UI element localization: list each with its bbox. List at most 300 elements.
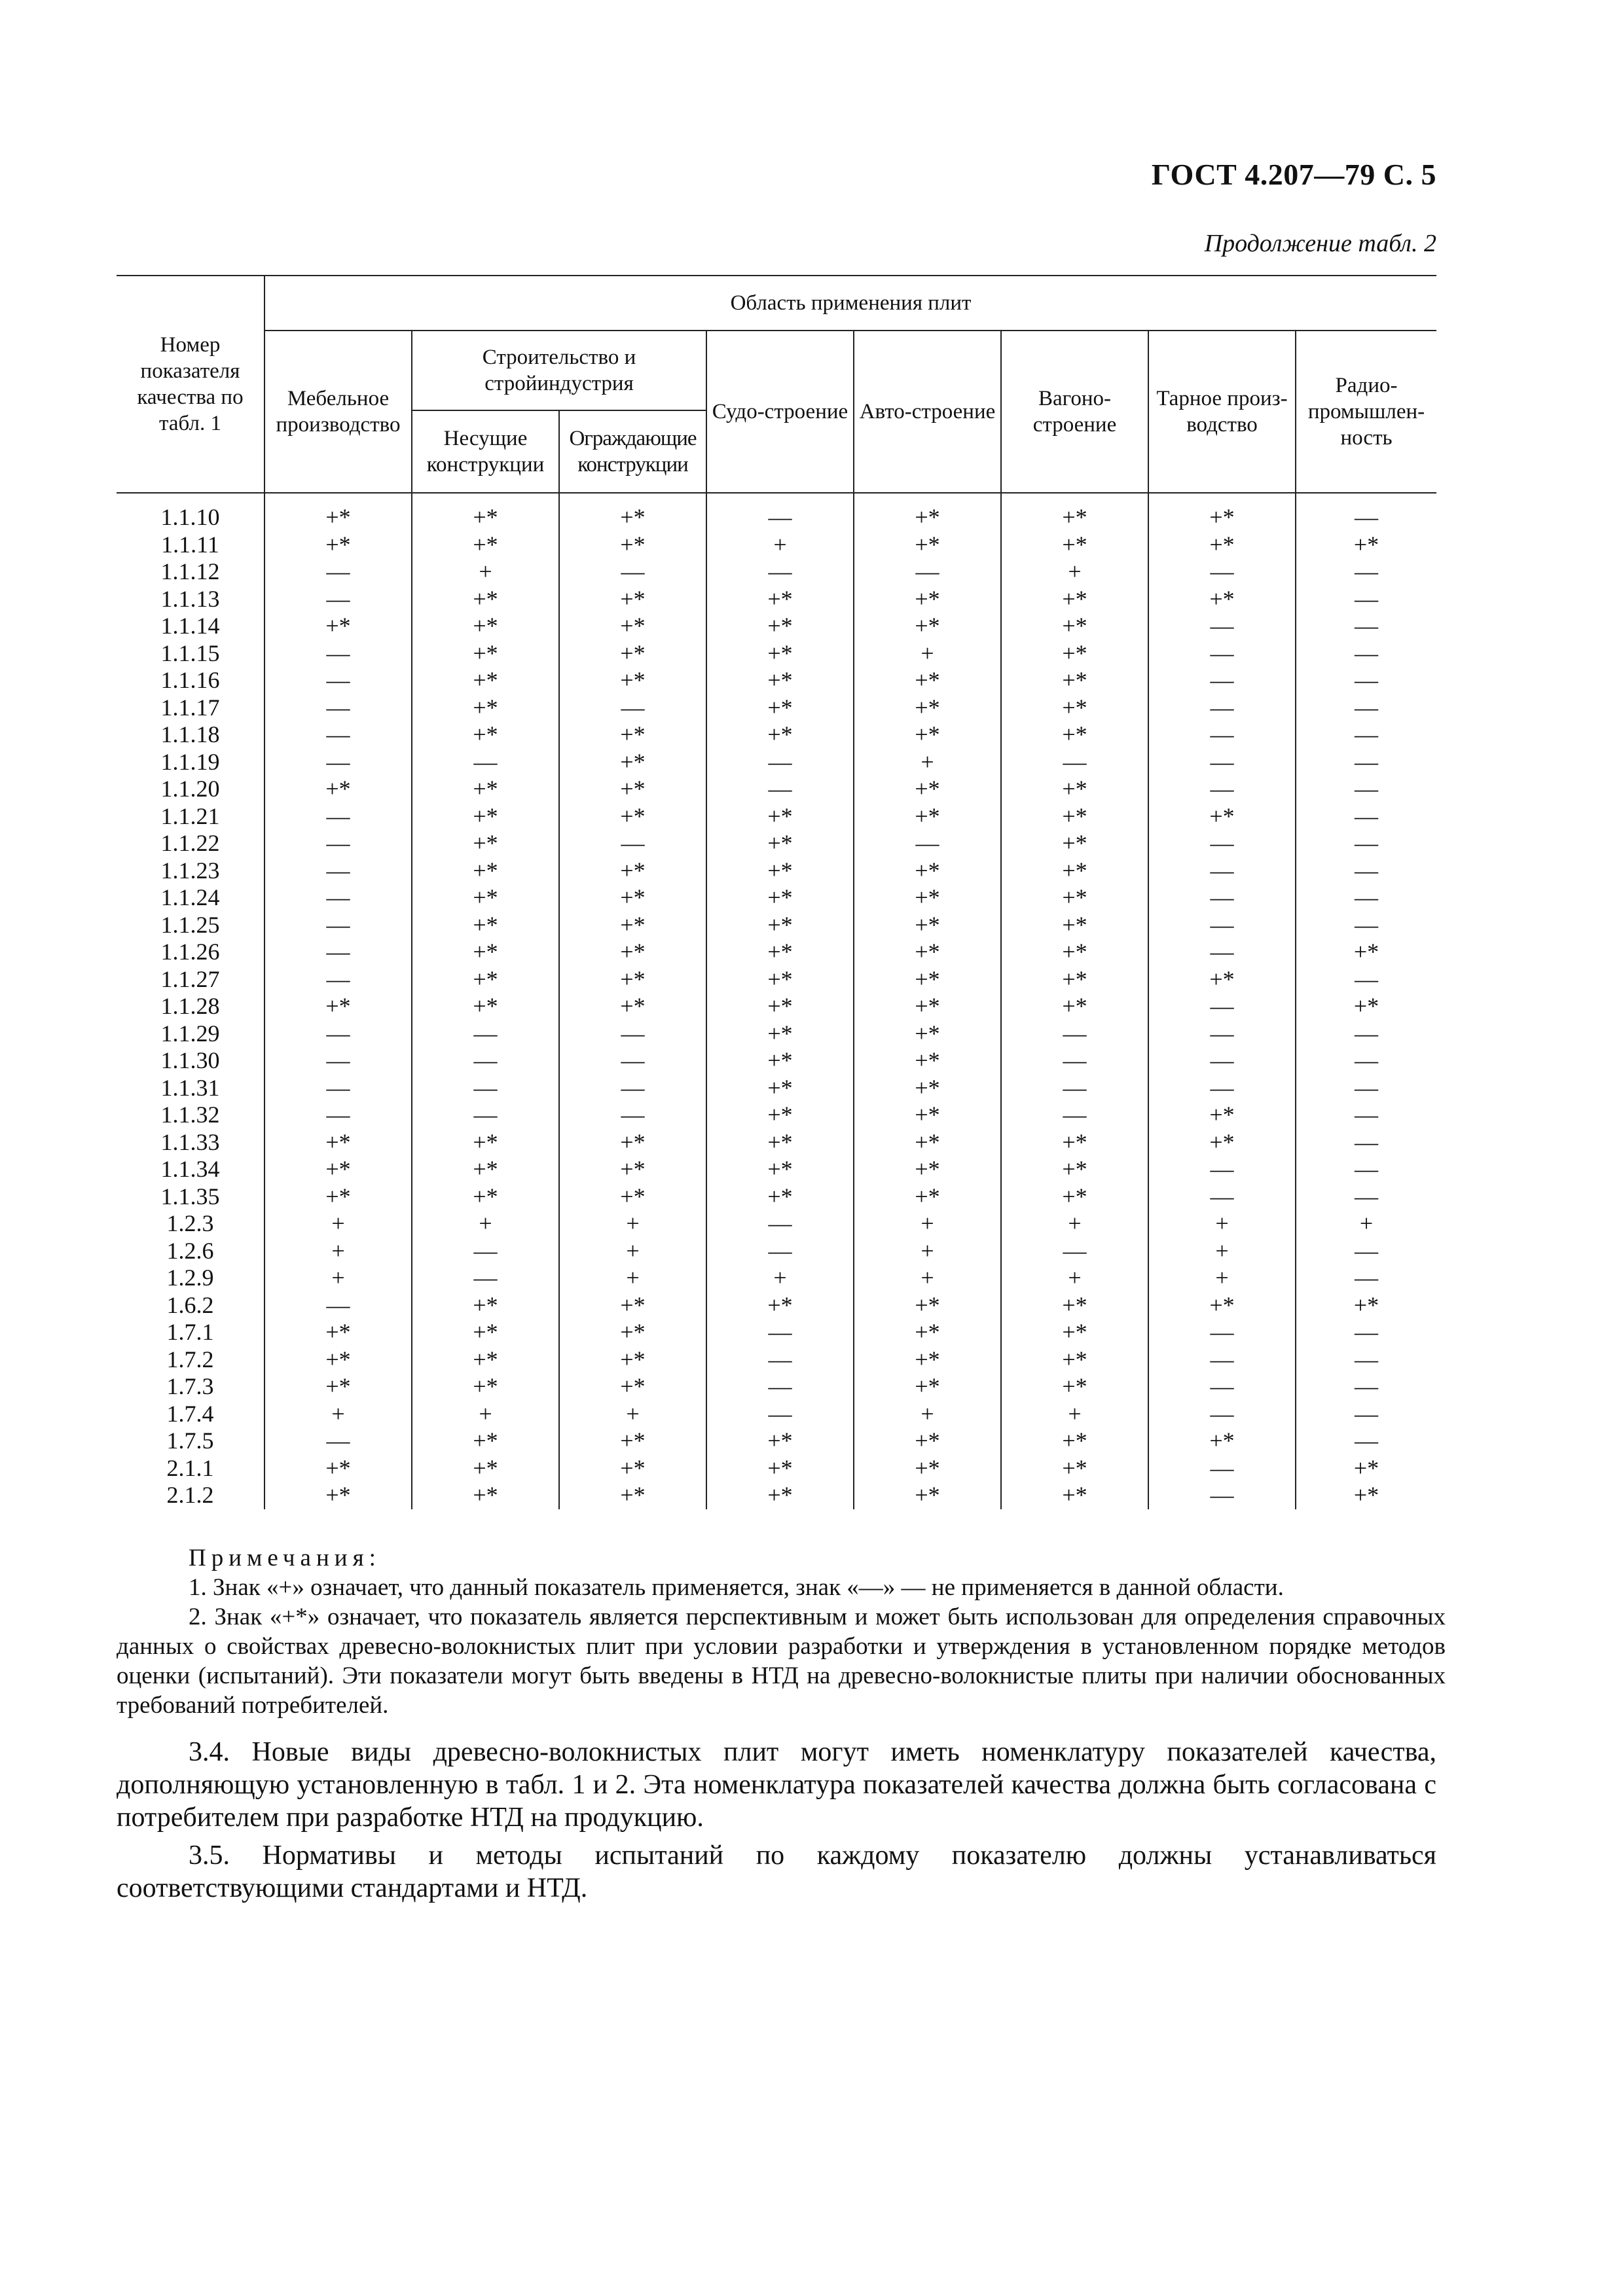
table-cell: — bbox=[264, 857, 412, 885]
table-cell: +* bbox=[706, 1455, 854, 1482]
table-cell: +* bbox=[1296, 531, 1436, 559]
table-cell: +* bbox=[264, 1319, 412, 1346]
table-cell: — bbox=[1148, 884, 1296, 912]
table-cell: +* bbox=[1296, 1482, 1436, 1509]
table-cell: +* bbox=[559, 1183, 706, 1211]
table-cell: — bbox=[1296, 586, 1436, 613]
table-cell: +* bbox=[264, 776, 412, 803]
table-cell: +* bbox=[1148, 586, 1296, 613]
table-cell: +* bbox=[1001, 1129, 1148, 1157]
table-cell: — bbox=[1296, 1102, 1436, 1129]
table-cell: — bbox=[1148, 1183, 1296, 1211]
notes-title: Примечания: bbox=[189, 1545, 381, 1571]
table-cell: +* bbox=[1001, 1455, 1148, 1482]
table-cell: +* bbox=[706, 1075, 854, 1102]
row-index-cell: 1.1.17 bbox=[117, 694, 264, 722]
table-cell: — bbox=[1296, 613, 1436, 640]
table-cell: — bbox=[412, 1265, 559, 1292]
table-cell: + bbox=[854, 1238, 1001, 1265]
table-row bbox=[117, 939, 1436, 966]
col-tare-header: Тарное произ-водство bbox=[1148, 331, 1296, 493]
table-row bbox=[117, 1210, 1436, 1238]
table-cell: — bbox=[1001, 749, 1148, 776]
row-index-cell: 1.1.33 bbox=[117, 1129, 264, 1157]
table-cell: +* bbox=[706, 803, 854, 831]
table-cell: +* bbox=[412, 1373, 559, 1401]
table-row bbox=[117, 1373, 1436, 1401]
table-cell: — bbox=[1296, 1319, 1436, 1346]
table-cell: +* bbox=[1001, 694, 1148, 722]
table-cell: +* bbox=[1001, 966, 1148, 994]
table-cell: — bbox=[854, 830, 1001, 857]
table-cell: +* bbox=[1001, 1346, 1148, 1374]
table-cell: — bbox=[559, 830, 706, 857]
table-cell: +* bbox=[1148, 1102, 1296, 1129]
table-cell: +* bbox=[412, 803, 559, 831]
table-cell: — bbox=[559, 1075, 706, 1102]
table-cell: + bbox=[559, 1210, 706, 1238]
table-row bbox=[117, 1020, 1436, 1048]
table-cell: — bbox=[1296, 1075, 1436, 1102]
col-furniture-header: Мебельное производство bbox=[264, 331, 412, 493]
row-index-cell: 1.7.3 bbox=[117, 1373, 264, 1401]
table-cell: +* bbox=[412, 884, 559, 912]
table-cell: +* bbox=[1001, 939, 1148, 966]
table-cell: — bbox=[1296, 504, 1436, 531]
table-cell: — bbox=[264, 830, 412, 857]
table-cell: +* bbox=[264, 1373, 412, 1401]
table-cell: +* bbox=[412, 640, 559, 668]
table-cell: +* bbox=[264, 993, 412, 1020]
group-construction-header: Строительство и стройиндустрия bbox=[412, 331, 706, 410]
table-cell: + bbox=[264, 1238, 412, 1265]
table-row bbox=[117, 966, 1436, 994]
table-cell: +* bbox=[559, 640, 706, 668]
table-cell: — bbox=[1148, 993, 1296, 1020]
table-row bbox=[117, 558, 1436, 586]
table-cell: +* bbox=[559, 586, 706, 613]
table-cell: — bbox=[1296, 776, 1436, 803]
table-cell: — bbox=[1296, 1238, 1436, 1265]
table-cell: +* bbox=[559, 966, 706, 994]
notes-block bbox=[117, 1543, 1446, 1720]
page-header: ГОСТ 4.207—79 С. 5 bbox=[1151, 158, 1436, 191]
table-cell: +* bbox=[854, 803, 1001, 831]
table-cell: +* bbox=[854, 1455, 1001, 1482]
table-cell: +* bbox=[412, 1129, 559, 1157]
area-header: Область применения плит bbox=[264, 276, 1436, 331]
table-cell: — bbox=[1148, 640, 1296, 668]
table-cell: +* bbox=[412, 993, 559, 1020]
table-cell: +* bbox=[559, 993, 706, 1020]
row-index-cell: 1.1.19 bbox=[117, 749, 264, 776]
table-cell: +* bbox=[264, 1482, 412, 1509]
table-cell: +* bbox=[1001, 531, 1148, 559]
table-cell: — bbox=[559, 1047, 706, 1075]
table-cell: +* bbox=[1001, 1292, 1148, 1319]
row-index-cell: 1.1.14 bbox=[117, 613, 264, 640]
table-cell: +* bbox=[264, 1183, 412, 1211]
table-cell: +* bbox=[264, 1129, 412, 1157]
row-index-cell: 1.1.29 bbox=[117, 1020, 264, 1048]
table-cell: — bbox=[1001, 1238, 1148, 1265]
table-cell: +* bbox=[559, 1292, 706, 1319]
table-cell: +* bbox=[706, 1102, 854, 1129]
table-body bbox=[117, 493, 1436, 1509]
paragraph-3-5-text: 3.5. Нормативы и методы испытаний по каждому показателю должны устанавливаться соответствующими стандартами и НТД. bbox=[117, 1840, 1436, 1903]
table-row bbox=[117, 1427, 1436, 1455]
table-cell: — bbox=[1148, 1373, 1296, 1401]
table-cell: — bbox=[1148, 667, 1296, 694]
table-cell: — bbox=[412, 749, 559, 776]
table-cell: — bbox=[264, 803, 412, 831]
table-cell: +* bbox=[412, 912, 559, 939]
table-cell: +* bbox=[412, 531, 559, 559]
table-cell: — bbox=[1296, 966, 1436, 994]
table-row bbox=[117, 504, 1436, 531]
table-cell: — bbox=[1148, 1156, 1296, 1183]
table-cell: +* bbox=[1001, 504, 1148, 531]
table-cell: +* bbox=[559, 939, 706, 966]
table-cell: — bbox=[1296, 1156, 1436, 1183]
table-cell: +* bbox=[854, 1427, 1001, 1455]
table-cell: +* bbox=[1148, 1292, 1296, 1319]
table-cell: +* bbox=[706, 884, 854, 912]
table-cell: +* bbox=[264, 1156, 412, 1183]
row-index-cell: 1.7.5 bbox=[117, 1427, 264, 1455]
table-cell: +* bbox=[1296, 993, 1436, 1020]
table-cell: — bbox=[264, 667, 412, 694]
table-cell: +* bbox=[1296, 1292, 1436, 1319]
table-row bbox=[117, 613, 1436, 640]
table-cell: — bbox=[1296, 694, 1436, 722]
table-row bbox=[117, 803, 1436, 831]
table-cell: — bbox=[412, 1238, 559, 1265]
table-cell: +* bbox=[854, 1047, 1001, 1075]
table-cell: +* bbox=[854, 1075, 1001, 1102]
table-cell: +* bbox=[706, 912, 854, 939]
table-cell: + bbox=[559, 1238, 706, 1265]
table-cell: +* bbox=[706, 640, 854, 668]
table-cell: — bbox=[1148, 749, 1296, 776]
table-cell: — bbox=[1296, 558, 1436, 586]
table-cell: — bbox=[264, 939, 412, 966]
table-cell: — bbox=[264, 884, 412, 912]
row-index-cell: 1.1.16 bbox=[117, 667, 264, 694]
table-cell: +* bbox=[1001, 1319, 1148, 1346]
table-row bbox=[117, 1047, 1436, 1075]
table-cell: — bbox=[264, 912, 412, 939]
table-cell: +* bbox=[412, 504, 559, 531]
table-cell: — bbox=[1148, 694, 1296, 722]
table-cell: +* bbox=[1148, 966, 1296, 994]
table-cell: — bbox=[706, 749, 854, 776]
table-row bbox=[117, 640, 1436, 668]
table-cell: +* bbox=[854, 721, 1001, 749]
table-cell: + bbox=[559, 1401, 706, 1428]
row-index-cell: 1.1.12 bbox=[117, 558, 264, 586]
table-cell: + bbox=[1001, 1401, 1148, 1428]
table-cell: — bbox=[1296, 721, 1436, 749]
table-row bbox=[117, 1319, 1436, 1346]
table-cell: +* bbox=[264, 1455, 412, 1482]
table-cell: +* bbox=[1001, 586, 1148, 613]
table-cell: +* bbox=[1001, 993, 1148, 1020]
table-cell: — bbox=[1148, 1319, 1296, 1346]
table-row bbox=[117, 1238, 1436, 1265]
table-cell: +* bbox=[559, 803, 706, 831]
col-auto-header: Авто-строение bbox=[854, 331, 1001, 493]
table-cell: — bbox=[1296, 830, 1436, 857]
table-cell: +* bbox=[706, 1292, 854, 1319]
table-cell: +* bbox=[854, 912, 1001, 939]
table-cell: +* bbox=[559, 1129, 706, 1157]
row-index-cell: 1.2.3 bbox=[117, 1210, 264, 1238]
table-cell: — bbox=[412, 1075, 559, 1102]
table-cell: — bbox=[1296, 857, 1436, 885]
table-cell: +* bbox=[1001, 912, 1148, 939]
row-index-cell: 1.1.18 bbox=[117, 721, 264, 749]
table-cell: +* bbox=[854, 1183, 1001, 1211]
row-index-cell: 1.1.25 bbox=[117, 912, 264, 939]
table-cell: +* bbox=[1001, 1427, 1148, 1455]
table-cell: +* bbox=[559, 1455, 706, 1482]
col-ship-header: Судо-строение bbox=[706, 331, 854, 493]
table-cell: +* bbox=[706, 1047, 854, 1075]
table-cell: +* bbox=[706, 993, 854, 1020]
table-row bbox=[117, 721, 1436, 749]
table-cell: +* bbox=[854, 1346, 1001, 1374]
table-cell: +* bbox=[412, 830, 559, 857]
table-caption: Продолжение табл. 2 bbox=[1204, 230, 1436, 257]
table-cell: — bbox=[412, 1102, 559, 1129]
row-index-cell: 1.1.10 bbox=[117, 504, 264, 531]
table-cell: +* bbox=[854, 857, 1001, 885]
table-cell: +* bbox=[1148, 1129, 1296, 1157]
table-cell: — bbox=[1148, 857, 1296, 885]
table-cell: — bbox=[706, 1346, 854, 1374]
table-cell: +* bbox=[412, 857, 559, 885]
table-cell: +* bbox=[412, 1427, 559, 1455]
table-cell: +* bbox=[706, 1129, 854, 1157]
applicability-table bbox=[117, 275, 1436, 1509]
table-cell: +* bbox=[412, 1455, 559, 1482]
table-cell: — bbox=[264, 694, 412, 722]
table-row bbox=[117, 1346, 1436, 1374]
table-cell: — bbox=[1296, 1020, 1436, 1048]
table-cell: + bbox=[854, 749, 1001, 776]
table-cell: +* bbox=[854, 667, 1001, 694]
table-cell: — bbox=[1148, 1047, 1296, 1075]
row-index-cell: 1.1.22 bbox=[117, 830, 264, 857]
table-row bbox=[117, 884, 1436, 912]
table-cell: + bbox=[706, 531, 854, 559]
table-cell: +* bbox=[854, 776, 1001, 803]
table-cell: +* bbox=[854, 613, 1001, 640]
table-cell: +* bbox=[559, 1373, 706, 1401]
table-cell: +* bbox=[559, 1319, 706, 1346]
table-cell: +* bbox=[854, 531, 1001, 559]
table-cell: +* bbox=[854, 504, 1001, 531]
table-cell: +* bbox=[854, 939, 1001, 966]
table-cell: — bbox=[1296, 912, 1436, 939]
table-cell: + bbox=[854, 1265, 1001, 1292]
table-cell: +* bbox=[706, 667, 854, 694]
table-cell: — bbox=[1148, 912, 1296, 939]
table-row bbox=[117, 1102, 1436, 1129]
table-cell: — bbox=[264, 1102, 412, 1129]
table-cell: +* bbox=[706, 1427, 854, 1455]
table-cell: +* bbox=[1001, 640, 1148, 668]
table-cell: +* bbox=[1148, 803, 1296, 831]
table-cell: +* bbox=[1001, 884, 1148, 912]
table-cell: +* bbox=[559, 1156, 706, 1183]
row-index-cell: 1.1.24 bbox=[117, 884, 264, 912]
table-cell: + bbox=[264, 1210, 412, 1238]
table-cell: +* bbox=[264, 531, 412, 559]
table-cell: + bbox=[1001, 1210, 1148, 1238]
table-cell: — bbox=[1296, 640, 1436, 668]
note-2-container bbox=[117, 1602, 1446, 1720]
table-row bbox=[117, 1183, 1436, 1211]
table-cell: — bbox=[264, 558, 412, 586]
table-cell: +* bbox=[412, 586, 559, 613]
table-cell: +* bbox=[559, 531, 706, 559]
table-cell: + bbox=[706, 1265, 854, 1292]
table-cell: +* bbox=[412, 613, 559, 640]
table-cell: + bbox=[1148, 1238, 1296, 1265]
row-index-cell: 1.1.26 bbox=[117, 939, 264, 966]
table-cell: — bbox=[1296, 1373, 1436, 1401]
table-cell: +* bbox=[706, 939, 854, 966]
table-cell: + bbox=[1148, 1210, 1296, 1238]
table-cell: — bbox=[264, 966, 412, 994]
table-cell: +* bbox=[854, 966, 1001, 994]
table-cell: +* bbox=[706, 694, 854, 722]
table-cell: +* bbox=[1148, 504, 1296, 531]
table-cell: +* bbox=[412, 1292, 559, 1319]
table-cell: +* bbox=[412, 667, 559, 694]
table-cell: +* bbox=[1296, 939, 1436, 966]
row-index-cell: 1.1.30 bbox=[117, 1047, 264, 1075]
col-radio-header: Радио-промышлен-ность bbox=[1296, 331, 1436, 493]
row-index-cell: 1.1.32 bbox=[117, 1102, 264, 1129]
table-row bbox=[117, 1455, 1436, 1482]
table-row bbox=[117, 1482, 1436, 1509]
table-cell: +* bbox=[412, 1346, 559, 1374]
paragraph-3-5 bbox=[117, 1839, 1436, 1905]
table-cell: — bbox=[412, 1047, 559, 1075]
table-cell: — bbox=[1148, 1075, 1296, 1102]
table-cell: +* bbox=[559, 613, 706, 640]
table-row bbox=[117, 1401, 1436, 1428]
table-cell: +* bbox=[854, 1292, 1001, 1319]
table-cell: +* bbox=[1001, 857, 1148, 885]
table-cell: +* bbox=[412, 1156, 559, 1183]
table-cell: + bbox=[1001, 558, 1148, 586]
table-cell: +* bbox=[559, 912, 706, 939]
table-cell: — bbox=[1148, 1020, 1296, 1048]
table-cell: — bbox=[1148, 721, 1296, 749]
table-cell: +* bbox=[412, 694, 559, 722]
table-cell: +* bbox=[854, 993, 1001, 1020]
row-index-cell: 2.1.1 bbox=[117, 1455, 264, 1482]
table-cell: — bbox=[1148, 1455, 1296, 1482]
table-cell: — bbox=[264, 1292, 412, 1319]
table-cell: — bbox=[1148, 939, 1296, 966]
table-cell: — bbox=[264, 721, 412, 749]
table-cell: +* bbox=[706, 586, 854, 613]
table-cell: — bbox=[854, 558, 1001, 586]
table-cell: +* bbox=[1001, 667, 1148, 694]
table-cell: — bbox=[1296, 1183, 1436, 1211]
table-cell: +* bbox=[1001, 830, 1148, 857]
note-2: 2. Знак «+*» означает, что показатель является перспективным и может быть использован для определения справочных данных о свойствах древесно-волокнистых плит при условии разработки и утверждения в установленном порядке методов оценки (испытаний). Эти показатели могут быть введены в НТД на древесно-волокнистые плиты при наличии обоснованных требований потребителей. bbox=[117, 1604, 1446, 1719]
col-wagon-header: Вагоно-строение bbox=[1001, 331, 1148, 493]
col-index-header: Номер показателя качества по табл. 1 bbox=[117, 276, 264, 493]
table-cell: — bbox=[706, 1319, 854, 1346]
table-cell: + bbox=[854, 1401, 1001, 1428]
table-row bbox=[117, 1265, 1436, 1292]
table-cell: +* bbox=[854, 694, 1001, 722]
table-cell: — bbox=[1148, 776, 1296, 803]
table-cell: +* bbox=[706, 1482, 854, 1509]
table-cell: +* bbox=[559, 857, 706, 885]
table-row bbox=[117, 857, 1436, 885]
table-cell: — bbox=[1296, 1346, 1436, 1374]
row-index-cell: 1.1.13 bbox=[117, 586, 264, 613]
table-row bbox=[117, 1075, 1436, 1102]
table-row bbox=[117, 1156, 1436, 1183]
table-cell: — bbox=[1296, 1047, 1436, 1075]
table-cell: — bbox=[1296, 1401, 1436, 1428]
table-cell: +* bbox=[412, 1183, 559, 1211]
table-cell: +* bbox=[1001, 1482, 1148, 1509]
table-cell: — bbox=[706, 504, 854, 531]
table-cell: — bbox=[706, 1238, 854, 1265]
table-cell: +* bbox=[559, 884, 706, 912]
table-cell: +* bbox=[1001, 613, 1148, 640]
paragraph-3-4-text: 3.4. Новые виды древесно-волокнистых плит могут иметь номенклатуру показателей качества, дополняющую установленную в табл. 1 и 2. Эта номенклатура показателей качества должна быть согласована с потребителем при разработке НТД на продукцию. bbox=[117, 1737, 1436, 1833]
table-cell: — bbox=[1001, 1020, 1148, 1048]
table-cell: +* bbox=[559, 504, 706, 531]
table-cell: — bbox=[706, 1373, 854, 1401]
row-index-cell: 1.1.15 bbox=[117, 640, 264, 668]
table-cell: + bbox=[1001, 1265, 1148, 1292]
table-cell: +* bbox=[264, 504, 412, 531]
table-cell: — bbox=[1296, 749, 1436, 776]
table-cell: — bbox=[412, 1020, 559, 1048]
table-cell: — bbox=[1001, 1102, 1148, 1129]
table-cell: +* bbox=[706, 1156, 854, 1183]
table-row bbox=[117, 993, 1436, 1020]
col-enclosing-header: Ограждающие конструкции bbox=[559, 410, 706, 493]
table-cell: + bbox=[854, 640, 1001, 668]
table-cell: +* bbox=[854, 1102, 1001, 1129]
table-cell: +* bbox=[412, 1482, 559, 1509]
row-index-cell: 1.1.21 bbox=[117, 803, 264, 831]
table-cell: — bbox=[264, 749, 412, 776]
table-cell: + bbox=[559, 1265, 706, 1292]
table-cell: +* bbox=[1148, 531, 1296, 559]
table-cell: — bbox=[1001, 1047, 1148, 1075]
table-cell: +* bbox=[854, 884, 1001, 912]
row-index-cell: 1.1.31 bbox=[117, 1075, 264, 1102]
table-cell: +* bbox=[412, 776, 559, 803]
table-cell: +* bbox=[1001, 803, 1148, 831]
table-cell: — bbox=[264, 1075, 412, 1102]
table-cell: — bbox=[706, 558, 854, 586]
